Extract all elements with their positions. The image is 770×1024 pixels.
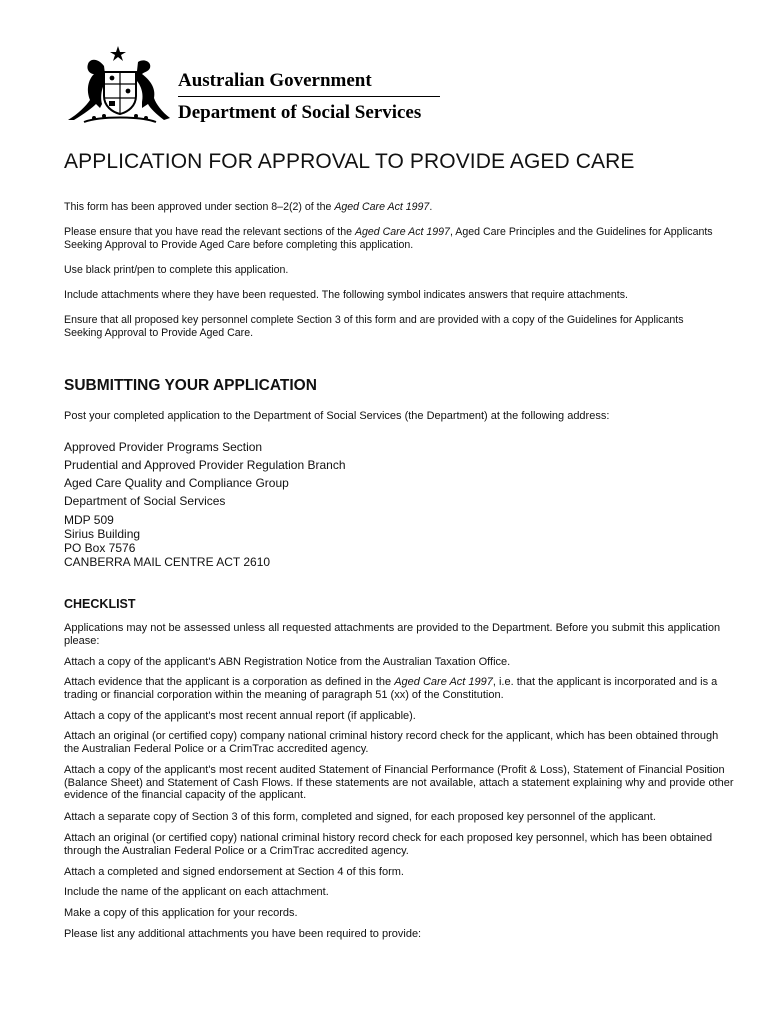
coat-of-arms-icon: [64, 44, 176, 128]
checklist-item: Attach a copy of the applicant's most recent audited Statement of Financial Performance (Profit & Loss), Statement of Financial Position (Balance Sheet) and Statement of Cash Flows. If these statements are not available, attach a statement explaining why and provide other evidence of the financial capacity of the applicant.: [64, 764, 734, 801]
header-divider: [178, 96, 440, 97]
postal-line: CANBERRA MAIL CENTRE ACT 2610: [64, 555, 271, 569]
checklist-item: Make a copy of this application for your records.: [64, 907, 298, 919]
checklist-item: Include the name of the applicant on each attachment.: [64, 886, 329, 898]
postal-line: PO Box 7576: [64, 541, 136, 555]
intro-approval-text: This form has been approved under section 8–2(2) of the Aged Care Act 1997.: [64, 201, 433, 213]
checklist-item: Please list any additional attachments you have been required to provide:: [64, 928, 422, 940]
address-line: Aged Care Quality and Compliance Group: [64, 476, 289, 490]
submitting-heading: SUBMITTING YOUR APPLICATION: [64, 377, 317, 394]
checklist-item: Attach a copy of the applicant's most recent annual report (if applicable).: [64, 710, 416, 722]
checklist-item: Attach a copy of the applicant's ABN Registration Notice from the Australian Taxation Office.: [64, 656, 511, 668]
checklist-heading: CHECKLIST: [64, 597, 136, 611]
address-line: Department of Social Services: [64, 494, 226, 508]
postal-line: MDP 509: [64, 513, 114, 527]
checklist-item: Attach an original (or certified copy) national criminal history record check for each proposed key personnel, which has been obtained through the Australian Federal Police or a CrimTrac accredited agency.: [64, 832, 713, 857]
intro-attachments-text: Include attachments where they have been requested. The following symbol indicates answers that require attachments.: [64, 289, 628, 301]
government-name: Australian Government: [178, 70, 372, 91]
intro-ensure-read-text: Please ensure that you have read the relevant sections of the Aged Care Act 1997, Aged Care Principles and the Guidelines for Applicants Seeking Approval to Provide Aged Care before completing this application.: [64, 226, 713, 251]
intro-key-personnel-text: Ensure that all proposed key personnel complete Section 3 of this form and are provided with a copy of the Guidelines for Applicants Seeking Approval to Provide Aged Care.: [64, 314, 684, 339]
address-line: Approved Provider Programs Section: [64, 440, 263, 454]
checklist-item: Attach a completed and signed endorsement at Section 4 of this form.: [64, 866, 404, 878]
page-title: APPLICATION FOR APPROVAL TO PROVIDE AGED CARE: [64, 150, 635, 173]
department-name: Department of Social Services: [178, 102, 422, 123]
checklist-item: Attach a separate copy of Section 3 of this form, completed and signed, for each proposed key personnel of the applicant.: [64, 811, 656, 823]
address-line: Prudential and Approved Provider Regulation Branch: [64, 458, 346, 472]
intro-black-pen-text: Use black print/pen to complete this application.: [64, 264, 289, 276]
checklist-intro: Applications may not be assessed unless all requested attachments are provided to the Department. Before you submit this application please:: [64, 622, 721, 647]
checklist-item: Attach evidence that the applicant is a corporation as defined in the Aged Care Act 1997, i.e. that the applicant is incorporated and is a trading or financial corporation within the meaning of paragraph 51 (xx) of the Constitution.: [64, 676, 718, 701]
checklist-item: Attach an original (or certified copy) company national criminal history record check for the applicant, which has been obtained through the Australian Federal Police or a CrimTrac accredited agency.: [64, 730, 719, 755]
postal-line: Sirius Building: [64, 527, 141, 541]
submitting-instructions: Post your completed application to the Department of Social Services (the Department) at the following address:: [64, 410, 610, 422]
